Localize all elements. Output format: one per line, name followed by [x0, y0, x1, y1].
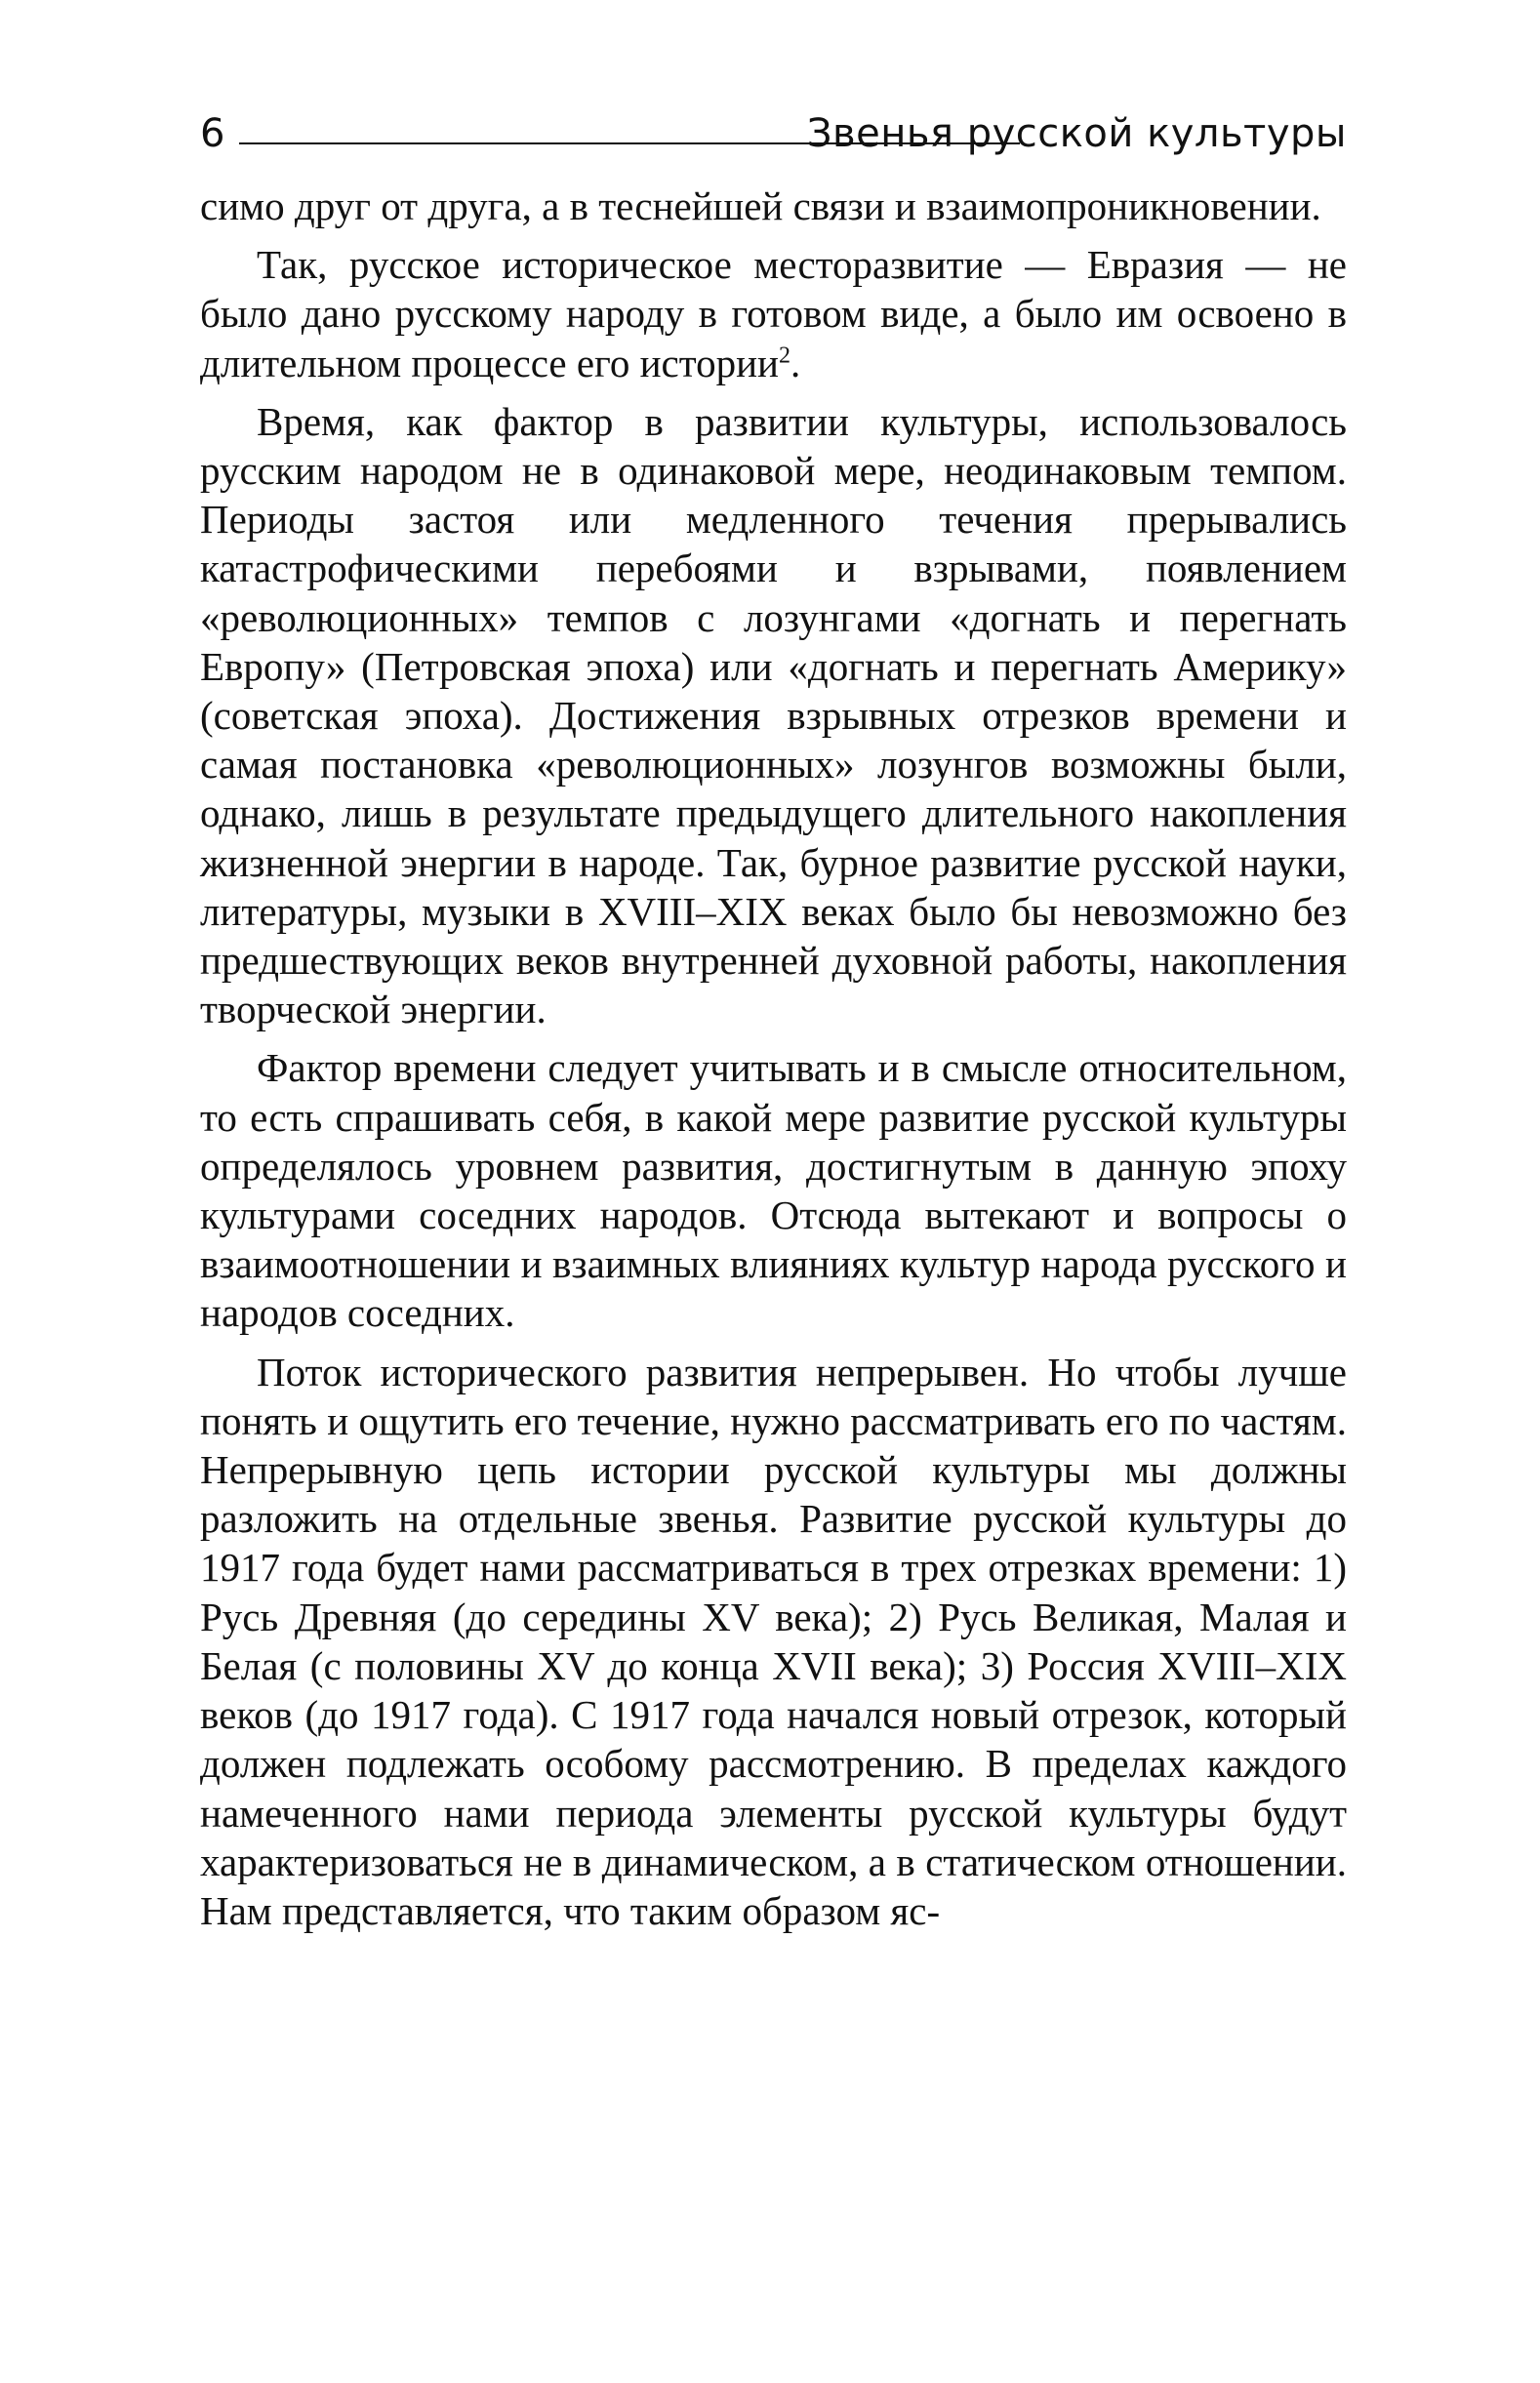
paragraph-text: Так, русское историческое месторазвитие — Евразия — не было дано русскому народу в готовом виде, а было им освоено в длительном процессе его истории	[200, 242, 1347, 385]
paragraph-text: Поток исторического развития непрерывен. Но чтобы лучше понять и ощутить его течение, нужно рассматривать его по частям. Непрерывную цепь истории русской культуры мы должны разложить на отдельные звенья. Развитие русской культуры до 1917 года будет нами рассматриваться в трех отрезках времени: 1) Русь Древняя (до середины XV века); 2) Русь Великая, Малая и Белая (с половины XV до конца XVII века); 3) Россия XVIII–XIX веков (до 1917 года). С 1917 года начался новый отрезок, который должен подлежать особому рассмотрению. В пределах каждого намеченного нами периода элементы русской культуры будут характеризоваться не в динамическом, а в статическом отношении. Нам представляется, что таким образом яс-	[200, 1349, 1347, 1933]
paragraph-text: Время, как фактор в развитии культуры, использовалось русским народом не в одинаковой мере, неодинаковым темпом. Периоды застоя или медленного течения прерывались катастрофическими перебоями и взрывами, появлением «революционных» темпов с лозунгами «догнать и перегнать Европу» (Петровская эпоха) или «догнать и перегнать Америку» (советская эпоха). Достижения взрывных отрезков времени и самая постановка «революционных» лозунгов возможны были, однако, лишь в результате предыдущего длительного накопления жизненной энергии в народе. Так, бурное развитие русской науки, литературы, музыки в XVIII–XIX веках было бы невозможно без предшествующих веков внутренней духовной работы, накопления творческой энергии.	[200, 398, 1347, 1032]
paragraph	[200, 1348, 1347, 1935]
paragraph-text: симо друг от друга, а в теснейшей связи и взаимопроникновении.	[200, 183, 1321, 228]
page-number: 6	[200, 111, 225, 156]
paragraph	[200, 240, 1347, 387]
footnote-reference[interactable]: 2	[778, 342, 790, 368]
paragraph-tail: .	[790, 340, 801, 385]
body-text	[200, 182, 1347, 1945]
paragraph	[200, 397, 1347, 1034]
paragraph-text: Фактор времени следует учитывать и в смысле относительном, то есть спрашивать себя, в какой мере развитие русской культуры определялось уровнем развития, достигнутым в данную эпоху культурами соседних народов. Отсюда вытекают и вопросы о взаимоотношении и взаимных влияниях культур народа русского и народов соседних.	[200, 1045, 1347, 1336]
paragraph	[200, 1043, 1347, 1337]
paragraph-continued	[200, 182, 1347, 230]
running-title: Звенья русской культуры	[806, 111, 1347, 156]
running-head	[200, 109, 1347, 168]
